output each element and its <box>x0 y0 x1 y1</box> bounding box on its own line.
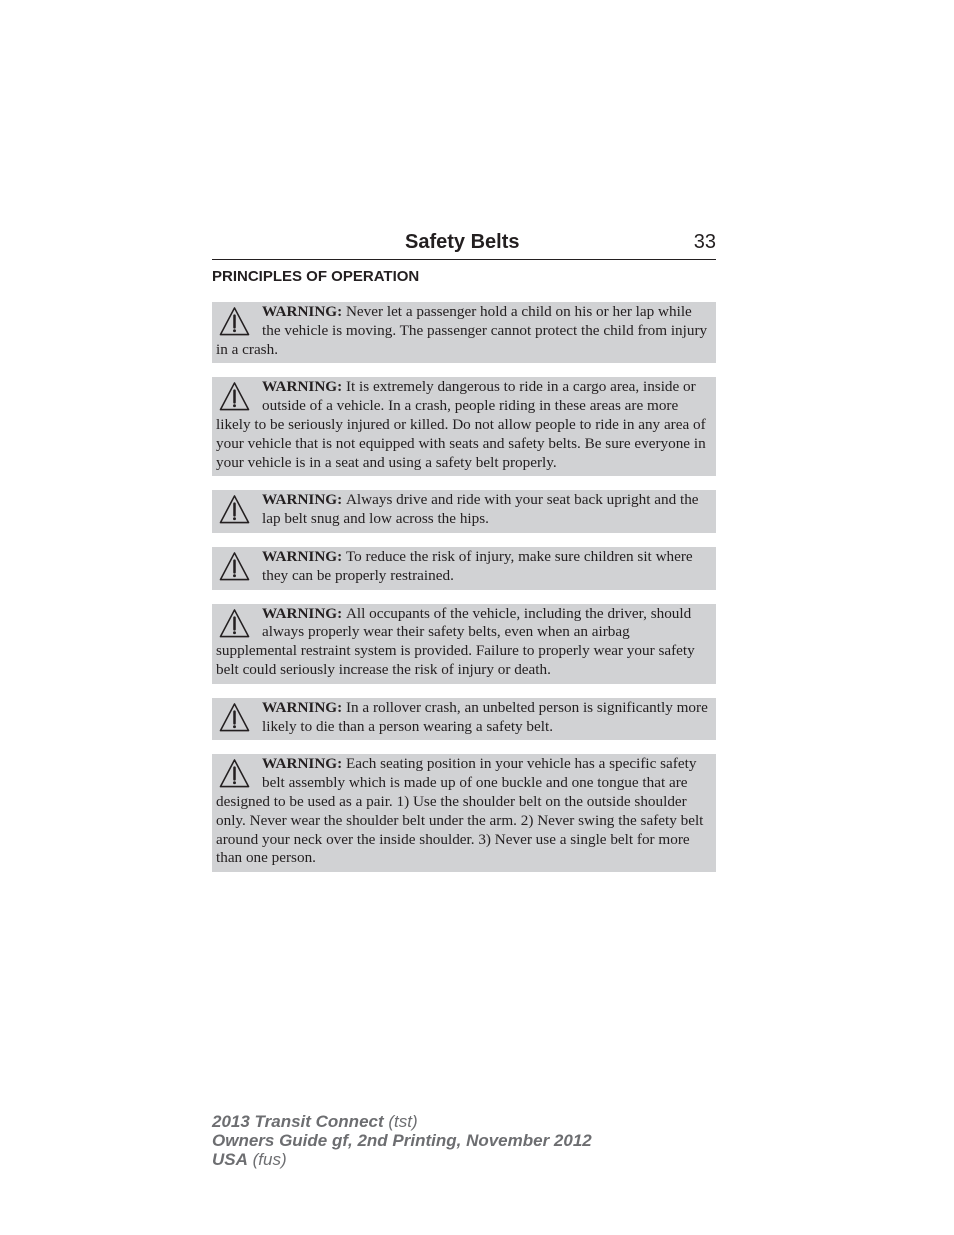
warning-text: To reduce the risk of injury, make sure children sit where they can be properly restrained. <box>262 547 693 584</box>
warning-box <box>212 698 716 741</box>
footer <box>212 1112 592 1169</box>
warning-label: WARNING: <box>262 755 346 773</box>
warning-text: In a rollover crash, an unbelted person is significantly more likely to die than a person wearing a safety belt. <box>262 698 708 735</box>
page-number: 33 <box>693 231 716 253</box>
warning-text: All occupants of the vehicle, including the driver, should always properly wear their safety belts, even when an airbag supplemental restraint system is provided. Failure to properly wear your safety belt could seriously increase the risk of injury or death. <box>216 604 695 678</box>
warning-triangle-icon <box>219 702 250 733</box>
warning-box <box>212 302 716 363</box>
warning-label: WARNING: <box>262 547 346 565</box>
section-title: PRINCIPLES OF OPERATION <box>212 268 420 285</box>
footer-market: USA <box>212 1150 248 1169</box>
warning-label: WARNING: <box>262 491 346 509</box>
warning-text: Always drive and ride with your seat back upright and the lap belt snug and low across the hips. <box>262 491 699 528</box>
footer-line-guide <box>212 1131 592 1150</box>
warning-box <box>212 547 716 590</box>
page-header <box>212 229 716 260</box>
warning-label: WARNING: <box>262 698 346 716</box>
warning-box <box>212 490 716 533</box>
warning-triangle-icon <box>219 608 250 639</box>
footer-model-code: (tst) <box>383 1112 418 1131</box>
warning-triangle-icon <box>219 551 250 582</box>
footer-line-model <box>212 1112 592 1131</box>
warning-triangle-icon <box>219 306 250 337</box>
warning-text: Never let a passenger hold a child on his or her lap while the vehicle is moving. The passenger cannot protect the child from injury in a crash. <box>216 303 708 358</box>
warning-triangle-icon <box>219 758 250 789</box>
warning-box <box>212 377 716 476</box>
footer-line-market <box>212 1150 592 1169</box>
warning-label: WARNING: <box>262 378 346 396</box>
warnings-list <box>212 302 716 886</box>
warning-box <box>212 754 716 872</box>
footer-model-name: 2013 Transit Connect <box>212 1112 384 1131</box>
warning-label: WARNING: <box>262 303 346 320</box>
chapter-title: Safety Belts <box>405 231 520 253</box>
footer-guide-printing: Owners Guide gf, 2nd Printing, November 2012 <box>212 1131 592 1150</box>
warning-triangle-icon <box>219 494 250 525</box>
warning-box <box>212 604 716 684</box>
warning-text: Each seating position in your vehicle has a specific safety belt assembly which is made up of one buckle and one tongue that are designed to be used as a pair. 1) Use the shoulder belt on the outside shoulder only. Never wear the shoulder belt under the arm. 2) Never swing the safety belt around your neck over the inside shoulder. 3) Never use a single belt for more than one person. <box>216 755 704 867</box>
warning-triangle-icon <box>219 381 250 412</box>
warning-text: It is extremely dangerous to ride in a cargo area, inside or outside of a vehicle. In a crash, people riding in these areas are more likely to be seriously injured or killed. Do not allow people to ride in any area of your vehicle that is not equipped with seats and safety belts. Be sure everyone in your vehicle is in a seat and using a safety belt properly. <box>216 378 706 471</box>
footer-market-code: (fus) <box>247 1150 287 1169</box>
warning-label: WARNING: <box>262 604 346 622</box>
